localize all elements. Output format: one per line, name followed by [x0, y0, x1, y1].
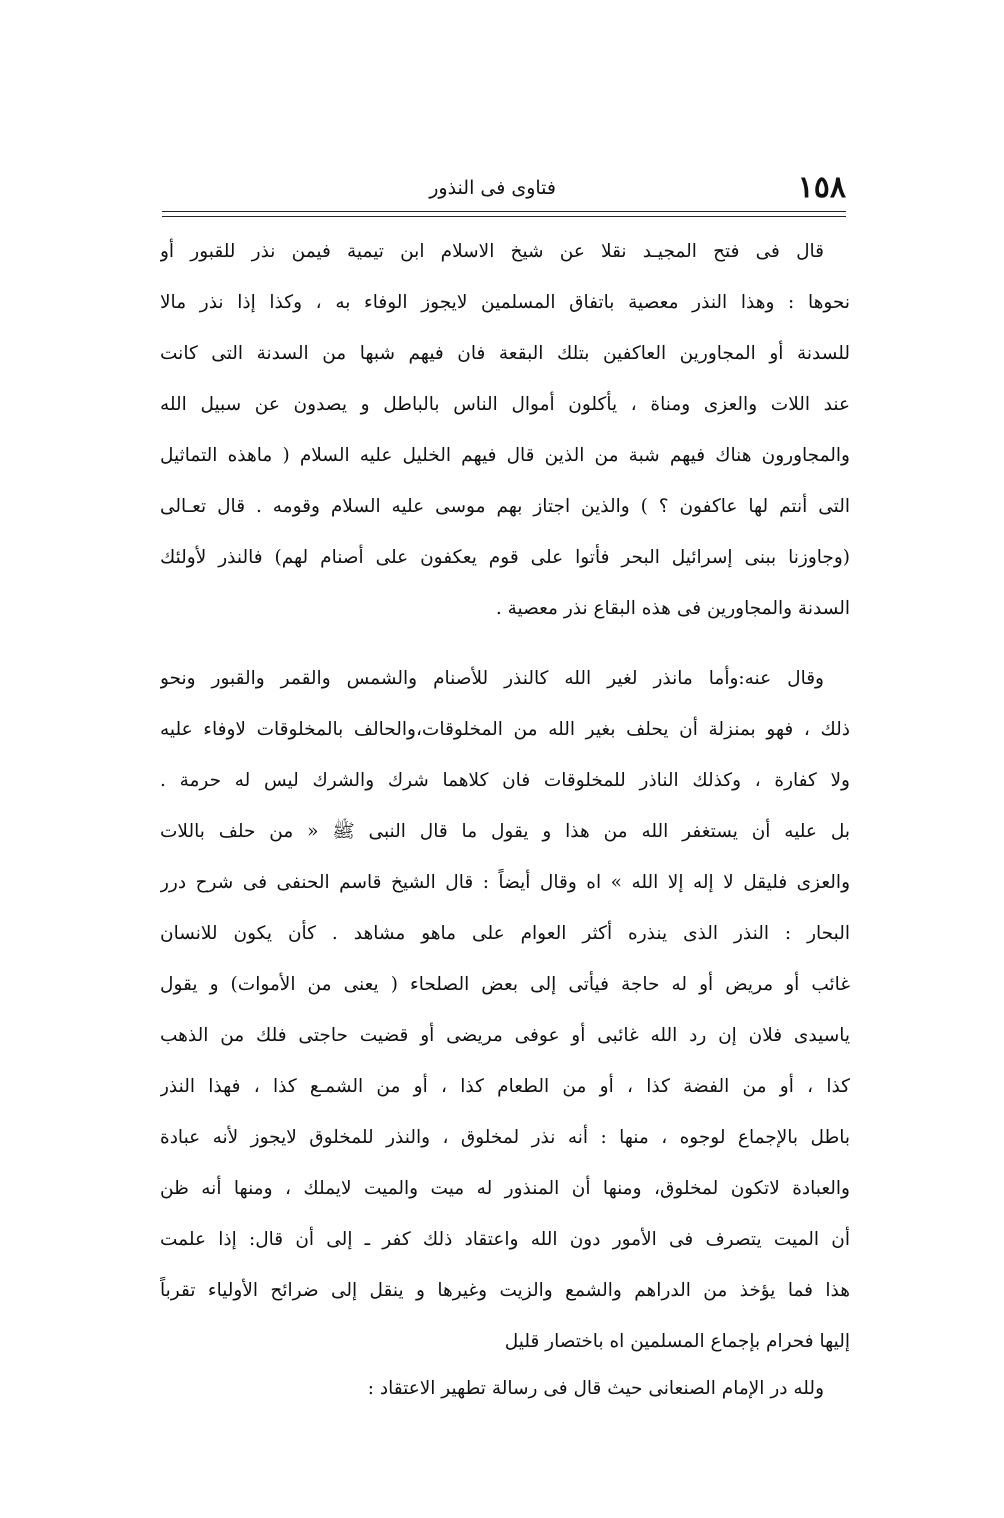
- running-title: فتاوى فى النذور: [429, 177, 556, 199]
- paragraph-2-line: ذلك ، فهو بمنزلة أن يحلف بغير الله من المخلوقات،والحالف بالمخلوقات لاوفاء عليه: [160, 719, 850, 740]
- paragraph-2-line: هذا فما يؤخذ من الدراهم والشمع والزيت وغيرها و ينقل إلى ضرائح الأولياء تقرباً: [160, 1280, 850, 1301]
- paragraph-2-line: ولا كفارة ، وكذلك الناذر للمخلوقات فان كلاهما شرك والشرك ليس له حرمة .: [160, 770, 850, 791]
- paragraph-1-line: للسدنة أو المجاورين العاكفين بتلك البقعة فان فيهم شبها من السدنة التى كانت: [160, 343, 850, 364]
- paragraph-1-line: عند اللات والعزى ومناة ، يأكلون أموال الناس بالباطل و يصدون عن سبيل الله: [160, 394, 850, 415]
- paragraph-2-line: غائب أو مريض أو له حاجة فيأتى إلى بعض الصلحاء ( يعنى من الأموات) و يقول: [160, 974, 850, 995]
- closing-line: ولله در الإمام الصنعانى حيث قال فى رسالة تطهير الاعتقاد :: [367, 1378, 824, 1399]
- paragraph-2-line: البحار : النذر الذى ينذره أكثر العوام على ماهو مشاهد . كأن يكون للانسان: [160, 923, 850, 944]
- paragraph-2-line: بل عليه أن يستغفر الله من هذا و يقول ما قال النبى ﷺ « من حلف باللات: [160, 821, 850, 842]
- paragraph-2-line: وقال عنه:وأما مانذر لغير الله كالنذر للأصنام والشمس والقمر والقبور ونحو: [160, 668, 824, 689]
- paragraph-1-line: التى أنتم لها عاكفون ؟ ) والذين اجتاز بهم موسى عليه السلام وقومه . قال تعـالى: [160, 496, 850, 517]
- body-text: [160, 226, 850, 1411]
- paragraph-2-line: أن الميت يتصرف فى الأمور دون الله واعتقاد ذلك كفر ـ إلى أن قال: إذا علمت: [160, 1229, 850, 1250]
- paragraph-1-line: السدنة والمجاورين فى هذه البقاع نذر معصية .: [495, 598, 850, 619]
- paragraph-2-line: ياسيدى فلان إن رد الله غائبى أو عوفى مريضى أو قضيت حاجتى فلك من الذهب: [160, 1025, 850, 1046]
- paragraph-2-line: باطل بالإجماع لوجوه ، منها : أنه نذر لمخلوق ، والنذر للمخلوق لايجوز لأنه عبادة: [160, 1127, 850, 1148]
- paragraph-2-line: كذا ، أو من الفضة كذا ، أو من الطعام كذا ، أو من الشمـع كذا ، فهذا النذر: [160, 1076, 850, 1097]
- paragraph-2-line: والعبادة لاتكون لمخلوق، ومنها أن المنذور له ميت والميت لايملك ، ومنها أنه ظن: [160, 1178, 850, 1199]
- header-rule-top: [162, 211, 846, 212]
- paragraph-1-line: نحوها : وهذا النذر معصية باتفاق المسلمين لايجوز الوفاء به ، وكذا إذا نذر مالا: [160, 292, 850, 313]
- paragraph-gap: [160, 634, 850, 653]
- paragraph-1-line: (وجاوزنا ببنى إسرائيل البحر فأتوا على قوم يعكفون على أصنام لهم) فالنذر لأولئك: [160, 547, 850, 568]
- paragraph-1-line: والمجاورون هناك فيهم شبة من الذين قال فيهم الخليل عليه السلام ( ماهذه التماثيل: [160, 445, 850, 466]
- paragraph-2-line: والعزى فليقل لا إله إلا الله » اه وقال أيضاً : قال الشيخ قاسم الحنفى فى شرح درر: [160, 872, 850, 893]
- page-number: ١٥٨: [797, 170, 846, 205]
- page-header: [162, 168, 846, 208]
- header-rule-bottom: [162, 216, 846, 217]
- paragraph-2-line: إليها فحرام بإجماع المسلمين اه باختصار قليل: [504, 1331, 850, 1352]
- paragraph-1-line: قال فى فتح المجيـد نقلا عن شيخ الاسلام ابن تيمية فيمن نذر للقبور أو: [160, 241, 824, 262]
